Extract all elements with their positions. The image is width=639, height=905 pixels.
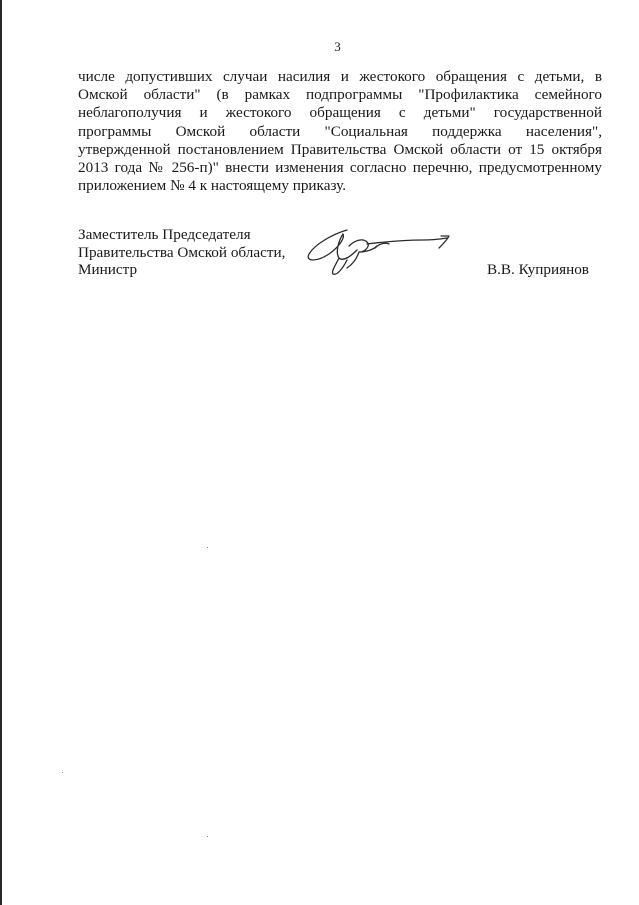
paragraph-line: числе допустивших случаи насилия и жестокого обращения с детьми, в	[78, 68, 602, 85]
signatory-position	[78, 226, 285, 279]
scan-speck	[207, 547, 208, 548]
scan-speck	[62, 772, 63, 773]
paragraph-line: приложением № 4 к настоящему приказу.	[78, 177, 346, 195]
signatory-name: В.В. Куприянов	[487, 261, 589, 278]
position-line: Заместитель Председателя	[78, 226, 251, 243]
scan-speck	[207, 836, 208, 837]
paragraph-line: Омской области" (в рамках подпрограммы "Профилактика семейного	[78, 86, 602, 104]
paragraph-line: программы Омской области "Социальная поддержка населения",	[78, 122, 602, 140]
body-paragraph	[78, 68, 602, 195]
position-line: Министр	[78, 261, 138, 279]
paragraph-line: неблагополучия и жестокого обращения с детьми" государственной	[78, 104, 602, 122]
handwritten-signature	[303, 222, 453, 278]
paragraph-line: 2013 года № 256-п)" внести изменения согласно перечню, предусмотренному	[78, 158, 602, 176]
scan-edge	[0, 0, 2, 905]
position-line: Правительства Омской области,	[78, 243, 286, 261]
paragraph-line: утвержденной постановлением Правительства Омской области от 15 октября	[78, 140, 602, 158]
page-number: 3	[334, 39, 341, 54]
